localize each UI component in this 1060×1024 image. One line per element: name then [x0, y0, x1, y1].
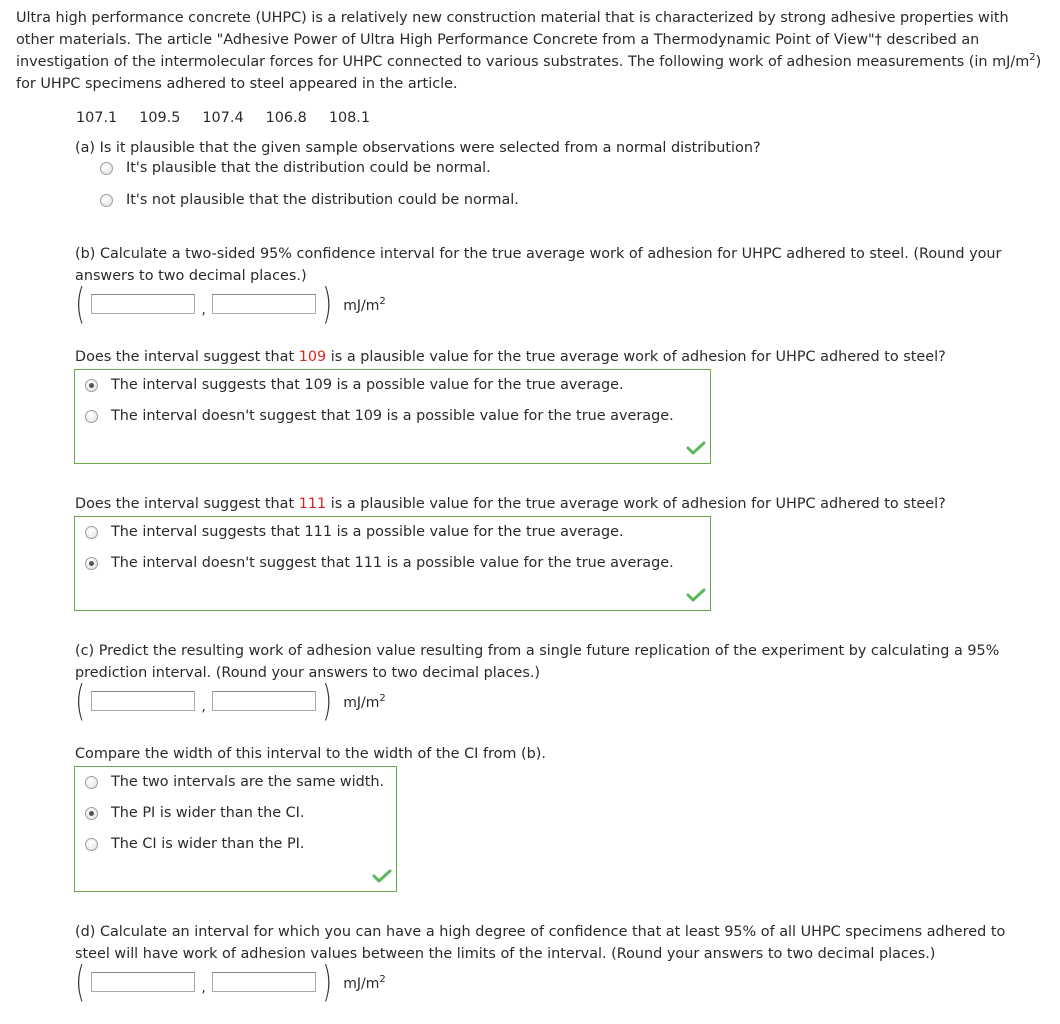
checkmark-icon	[372, 869, 392, 883]
part-b-upper-input[interactable]	[212, 294, 316, 314]
part-c-question: (c) Predict the resulting work of adhesion value resulting from a single future replication of the experiment by calculating a 95% prediction interval. (Round your answers to two decimal places.)	[75, 643, 1000, 681]
highlight-value: 111	[298, 496, 327, 512]
left-paren: (	[75, 279, 86, 328]
part-c-option-ci-wider[interactable]: The CI is wider than the PI.	[85, 836, 305, 852]
part-a-question: (a) Is it plausible that the given sample observations were selected from a normal distribution?	[75, 140, 761, 156]
radio-button[interactable]	[85, 776, 98, 789]
part-b-q2-option-not-possible[interactable]: The interval doesn't suggest that 111 is a possible value for the true average.	[85, 555, 674, 571]
part-c-option-same[interactable]: The two intervals are the same width.	[85, 774, 384, 790]
part-c-option-pi-wider[interactable]: The PI is wider than the CI.	[85, 805, 305, 821]
part-a-option-plausible[interactable]: It's plausible that the distribution could be normal.	[100, 160, 491, 176]
part-a-option-not-plausible[interactable]: It's not plausible that the distribution could be normal.	[100, 192, 519, 208]
radio-button[interactable]	[100, 162, 113, 175]
comma: ,	[201, 980, 206, 996]
radio-button-selected[interactable]	[85, 807, 98, 820]
radio-button[interactable]	[85, 526, 98, 539]
part-b-q1: Does the interval suggest that 109 is a plausible value for the true average work of adhesion for UHPC adhered to steel?	[75, 349, 946, 365]
right-paren: )	[322, 676, 332, 725]
part-c-lower-input[interactable]	[91, 691, 195, 711]
radio-button-selected[interactable]	[85, 379, 98, 392]
highlight-value: 109	[298, 349, 327, 365]
radio-button[interactable]	[100, 194, 113, 207]
part-b-q1-option-possible[interactable]: The interval suggests that 109 is a possible value for the true average.	[85, 377, 624, 393]
comma: ,	[201, 302, 206, 318]
unit-label: $mJ/m^2$	[343, 693, 386, 711]
measurement-value: 107.1	[76, 110, 118, 126]
part-c-upper-input[interactable]	[212, 691, 316, 711]
left-paren: (	[75, 957, 86, 1006]
unit-label: $mJ/m^2$	[343, 974, 386, 992]
measurement-value: 109.5	[139, 110, 181, 126]
measurement-values	[76, 107, 370, 129]
part-b-question: (b) Calculate a two-sided 95% confidence interval for the true average work of adhesion for UHPC adhered to steel. (Round your answers to two decimal places.)	[75, 246, 1002, 284]
part-b-q1-option-not-possible[interactable]: The interval doesn't suggest that 109 is a possible value for the true average.	[85, 408, 674, 424]
part-b-q2: Does the interval suggest that 111 is a plausible value for the true average work of adhesion for UHPC adhered to steel?	[75, 496, 946, 512]
comma: ,	[201, 699, 206, 715]
checkmark-icon	[686, 441, 706, 455]
part-d-upper-input[interactable]	[212, 972, 316, 992]
part-c-interval	[72, 676, 386, 725]
right-paren: )	[322, 279, 332, 328]
problem-intro: Ultra high performance concrete (UHPC) is a relatively new construction material that is characterized by strong adhesive properties with other materials. The article "Adhesive Power of Ultra High Performance Concrete from a Thermodynamic Point of View"† described an investigation of the intermolecular forces for UHPC connected to various substrates. The following work of adhesion measurements (in $mJ/m^2$) for UHPC specimens adhered to steel appeared in the article.	[16, 10, 1042, 92]
measurement-value: 107.4	[202, 110, 244, 126]
part-d-question: (d) Calculate an interval for which you can have a high degree of confidence that at least 95% of all UHPC specimens adhered to steel will have work of adhesion values between the limits of the interval. (Round your answers to two decimal places.)	[75, 924, 1006, 962]
radio-button[interactable]	[85, 838, 98, 851]
part-d-lower-input[interactable]	[91, 972, 195, 992]
part-c-compare-question: Compare the width of this interval to the width of the CI from (b).	[75, 746, 546, 762]
measurement-value: 108.1	[328, 110, 371, 126]
part-d-interval	[72, 957, 386, 1006]
measurement-value: 106.8	[265, 110, 307, 126]
radio-button[interactable]	[85, 410, 98, 423]
left-paren: (	[75, 676, 86, 725]
part-b-interval	[72, 279, 386, 328]
part-b-q2-option-possible[interactable]: The interval suggests that 111 is a possible value for the true average.	[85, 524, 624, 540]
right-paren: )	[322, 957, 332, 1006]
part-b-lower-input[interactable]	[91, 294, 195, 314]
checkmark-icon	[686, 588, 706, 602]
radio-button-selected[interactable]	[85, 557, 98, 570]
unit-label: $mJ/m^2$	[343, 296, 386, 314]
